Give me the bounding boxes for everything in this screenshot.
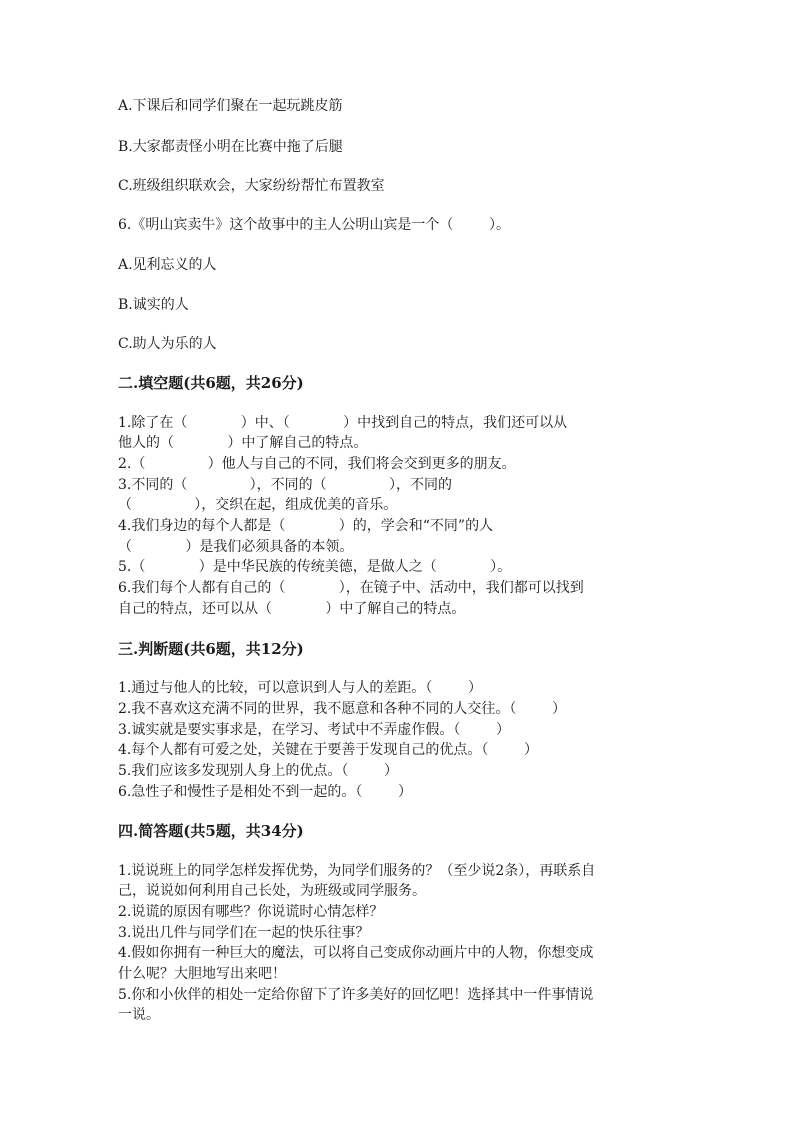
- answer-line: 1.说说班上的同学怎样发挥优势，为同学们服务的？（至少说2条），再联系自: [118, 863, 596, 879]
- judge-line: 6.急性子和慢性子是相处不到一起的。（ ）: [118, 784, 412, 800]
- fill-line: 5.（ ）是中华民族的传统美德，是做人之（ ）。: [118, 559, 512, 575]
- section-4-title: 四.简答题(共5题，共34分): [118, 822, 304, 840]
- answer-line: 2.说谎的原因有哪些？你说谎时心情怎样？: [118, 904, 384, 920]
- section-3-title: 三.判断题(共6题，共12分): [118, 640, 304, 658]
- fill-line: 2.（ ）他人与自己的不同，我们将会交到更多的朋友。: [118, 456, 516, 472]
- answer-line: 4.假如你拥有一种巨大的魔法，可以将自己变成你动画片中的人物，你想变成: [118, 945, 594, 961]
- judge-line: 5.我们应该多发现别人身上的优点。（ ）: [118, 763, 398, 779]
- option-c: C.班级组织联欢会，大家纷纷帮忙布置教室: [118, 178, 385, 194]
- fill-line: 3.不同的（ ），不同的（ ），不同的: [118, 477, 452, 493]
- fill-line: 6.我们每个人都有自己的（ ），在镜子中、活动中，我们都可以找到: [118, 580, 584, 596]
- answer-line: 5.你和小伙伴的相处一定给你留下了许多美好的回忆吧！选择其中一件事情说: [118, 987, 594, 1003]
- answer-line: 己，说说如何利用自己长处，为班级或同学服务。: [118, 883, 426, 899]
- fill-line: （ ）是我们必须具备的本领。: [118, 539, 354, 555]
- judge-line: 4.每个人都有可爱之处，关键在于要善于发现自己的优点。（ ）: [118, 742, 538, 758]
- option-b: B.大家都责怪小明在比赛中拖了后腿: [118, 139, 343, 155]
- fill-line: （ ），交织在起，组成优美的音乐。: [118, 497, 398, 513]
- fill-line: 4.我们身边的每个人都是（ ）的，学会和“不同”的人: [118, 518, 494, 534]
- section-2-title: 二.填空题(共6题，共26分): [118, 374, 304, 392]
- fill-line: 自己的特点，还可以从（ ）中了解自己的特点。: [118, 601, 466, 617]
- judge-line: 3.诚实就是要实事求是，在学习、考试中不弄虚作假。（ ）: [118, 722, 510, 738]
- q6-option-c: C.助人为乐的人: [118, 336, 217, 352]
- option-a: A.下课后和同学们聚在一起玩跳皮筋: [118, 98, 343, 114]
- judge-line: 2.我不喜欢这充满不同的世界，我不愿意和各种不同的人交往。（ ）: [118, 701, 566, 717]
- q6-option-b: B.诚实的人: [118, 297, 189, 313]
- answer-line: 3.说出几件与同学们在一起的快乐往事？: [118, 925, 370, 941]
- fill-line: 1.除了在（ ）中、（ ）中找到自己的特点，我们还可以从: [118, 415, 568, 431]
- judge-line: 1.通过与他人的比较，可以意识到人与人的差距。（ ）: [118, 680, 482, 696]
- q6-option-a: A.见利忘义的人: [118, 257, 217, 273]
- answer-line: 什么呢？大胆地写出来吧！: [118, 966, 286, 982]
- question-6: 6.《明山宾卖牛》这个故事中的主人公明山宾是一个（ ）。: [118, 217, 510, 233]
- fill-line: 他人的（ ）中了解自己的特点。: [118, 435, 368, 451]
- answer-line: 一说。: [118, 1007, 160, 1023]
